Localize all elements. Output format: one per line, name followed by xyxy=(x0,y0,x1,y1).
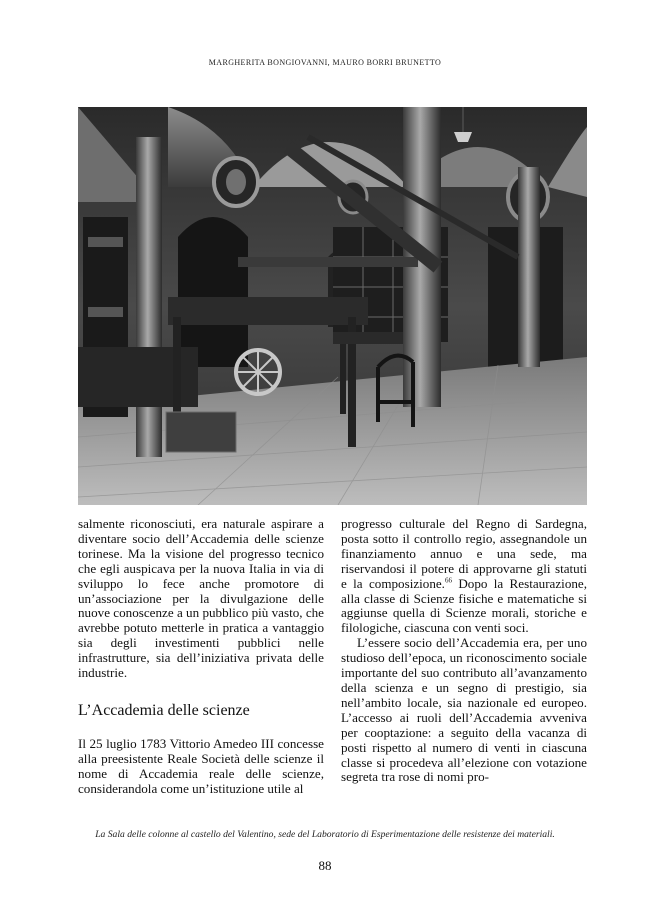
right-paragraph-1-text: progresso culturale del Regno di Sardegna, posta sotto il controllo regio, assegnandole un finanziamento annuo e una sede, ma riservandosi il potere di approvarne gli statuti e la composizione. xyxy=(341,516,587,591)
running-head: MARGHERITA BONGIOVANNI, MAURO BORRI BRUNETTO xyxy=(208,58,442,67)
historical-photograph xyxy=(78,107,587,505)
left-paragraph-1: salmente riconosciuti, era naturale aspirare a diventare socio dell’Accademia delle scienze torinese. Ma la visione del progresso tecnico che egli auspicava per la nuova Italia in via di sviluppo lo fece anche promotore di un’associazione per la divulgazione delle nuove conoscenze a un pubblico più vasto, che avrebbe potuto metterle in pratica a vantaggio sia degli investimenti pubblici nelle infrastrutture, sia dell’iniziativa privata delle industrie. xyxy=(78,516,324,681)
left-paragraph-2: Il 25 luglio 1783 Vittorio Amedeo III concesse alla preesistente Reale Società delle scienze il nome di Accademia reale delle scienze, considerandola come un’istituzione utile al xyxy=(78,735,324,796)
photo-illustration xyxy=(78,107,587,505)
right-paragraph-1-continuation: Dopo la Restaurazione, alla classe di Scienze fisiche e matematiche si aggiunse quella di Scienze morali, storiche e filologiche, ciascuna con venti soci. xyxy=(341,575,587,636)
left-text-column xyxy=(78,517,324,797)
right-paragraph-1 xyxy=(341,517,587,636)
page-number: 88 xyxy=(318,858,332,873)
right-paragraph-2: L’essere socio dell’Accademia era, per uno studioso dell’epoca, un riconoscimento sociale importante del suo contributo all’avanzamento della scienza e un segno di prestigio, sia nell’ambito locale, sia nazionale ed europeo. L’accesso ai ruoli dell’Accademia avveniva per cooptazione: a seguito della vacanza di posti rispetto al numero di venti in ciascuna classe si procedeva all’elezione con votazione segreta tra rose di nomi pro- xyxy=(341,635,587,785)
footnote-reference[interactable]: 66 xyxy=(444,576,452,585)
right-text-column xyxy=(341,517,587,785)
figure-caption: La Sala delle colonne al castello del Valentino, sede del Laboratorio di Esperimentazione delle resistenze dei materiali. xyxy=(95,829,555,840)
section-heading: L’Accademia delle scienze xyxy=(78,701,250,719)
